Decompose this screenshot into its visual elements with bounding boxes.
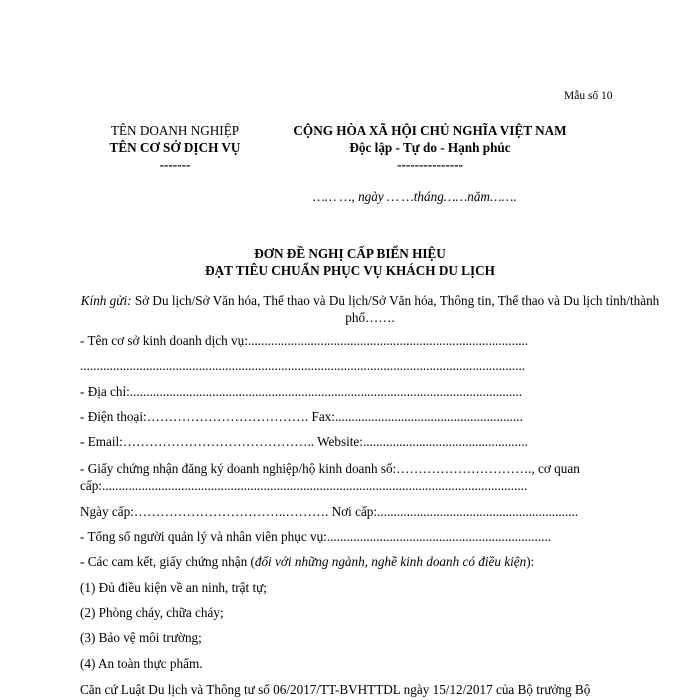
title-line-2: ĐẠT TIÊU CHUẨN PHỤC VỤ KHÁCH DU LỊCH — [205, 263, 495, 278]
commitment-item: (4) An toàn thực phẩm. — [80, 656, 203, 671]
commitments-suffix: ): — [526, 554, 535, 569]
commitments-prefix: - Các cam kết, giấy chứng nhận ( — [80, 554, 255, 569]
field-phone-fax: - Điện thoại:………………………………. Fax:......................................................... — [80, 409, 523, 424]
date-line: …… …, ngày … …tháng……năm……. — [313, 189, 517, 204]
field-staff-count: - Tổng số người quản lý và nhân viên phục vụ:.................................................................... — [80, 529, 552, 544]
greeting — [80, 292, 660, 326]
commitment-item: (1) Đủ điều kiện về an ninh, trật tự; — [80, 580, 267, 595]
company-header-rule: ------- — [159, 157, 191, 172]
legal-basis-line: Căn cứ Luật Du lịch và Thông tư số 06/2017/TT-BVHTTDL ngày 15/12/2017 của Bộ trưởng Bộ — [80, 682, 591, 697]
national-title: CỘNG HÒA XÃ HỘI CHỦ NGHĨA VIỆT NAM — [293, 123, 567, 138]
commitment-item: (3) Bảo vệ môi trường; — [80, 630, 202, 645]
document-title — [150, 245, 550, 279]
title-line-1: ĐƠN ĐỀ NGHỊ CẤP BIỂN HIỆU — [254, 246, 446, 261]
form-number: Mẫu số 10 — [564, 90, 613, 102]
field-business-name: - Tên cơ sở kinh doanh dịch vụ:..................................................................................... — [80, 333, 529, 348]
field-business-name-cont: ....................................................................................................................................... — [80, 358, 526, 373]
national-header-rule: --------------- — [397, 157, 463, 172]
greeting-text: Sở Du lịch/Sở Văn hóa, Thể thao và Du lịch/Sở Văn hóa, Thông tin, Thể thao và Du lịch tỉnh/thành phố……. — [131, 293, 660, 325]
field-address: - Địa chỉ:....................................................................................................................... — [80, 384, 523, 399]
national-motto: Độc lập - Tự do - Hạnh phúc — [349, 140, 511, 155]
field-issue-date-place: Ngày cấp:……………………………..………. Nơi cấp:............................................................. — [80, 504, 579, 519]
service-facility-placeholder: TÊN CƠ SỞ DỊCH VỤ — [109, 140, 241, 155]
commitments-heading — [80, 554, 534, 570]
company-header — [90, 122, 260, 173]
field-business-license: - Giấy chứng nhận đăng ký doanh nghiệp/hộ kinh doanh số:…………………………., cơ quan cấp:................................................................................................................................. — [80, 461, 580, 493]
greeting-label: Kính gửi: — [80, 293, 132, 308]
commitments-italic: đối với những ngành, nghề kinh doanh có điều kiện — [254, 554, 527, 569]
field-email-website: - Email:…………………………………….. Website:.................................................. — [80, 434, 528, 449]
company-name-placeholder: TÊN DOANH NGHIỆP — [110, 123, 240, 138]
commitment-item: (2) Phòng cháy, chữa cháy; — [80, 605, 224, 620]
national-header — [270, 122, 590, 173]
